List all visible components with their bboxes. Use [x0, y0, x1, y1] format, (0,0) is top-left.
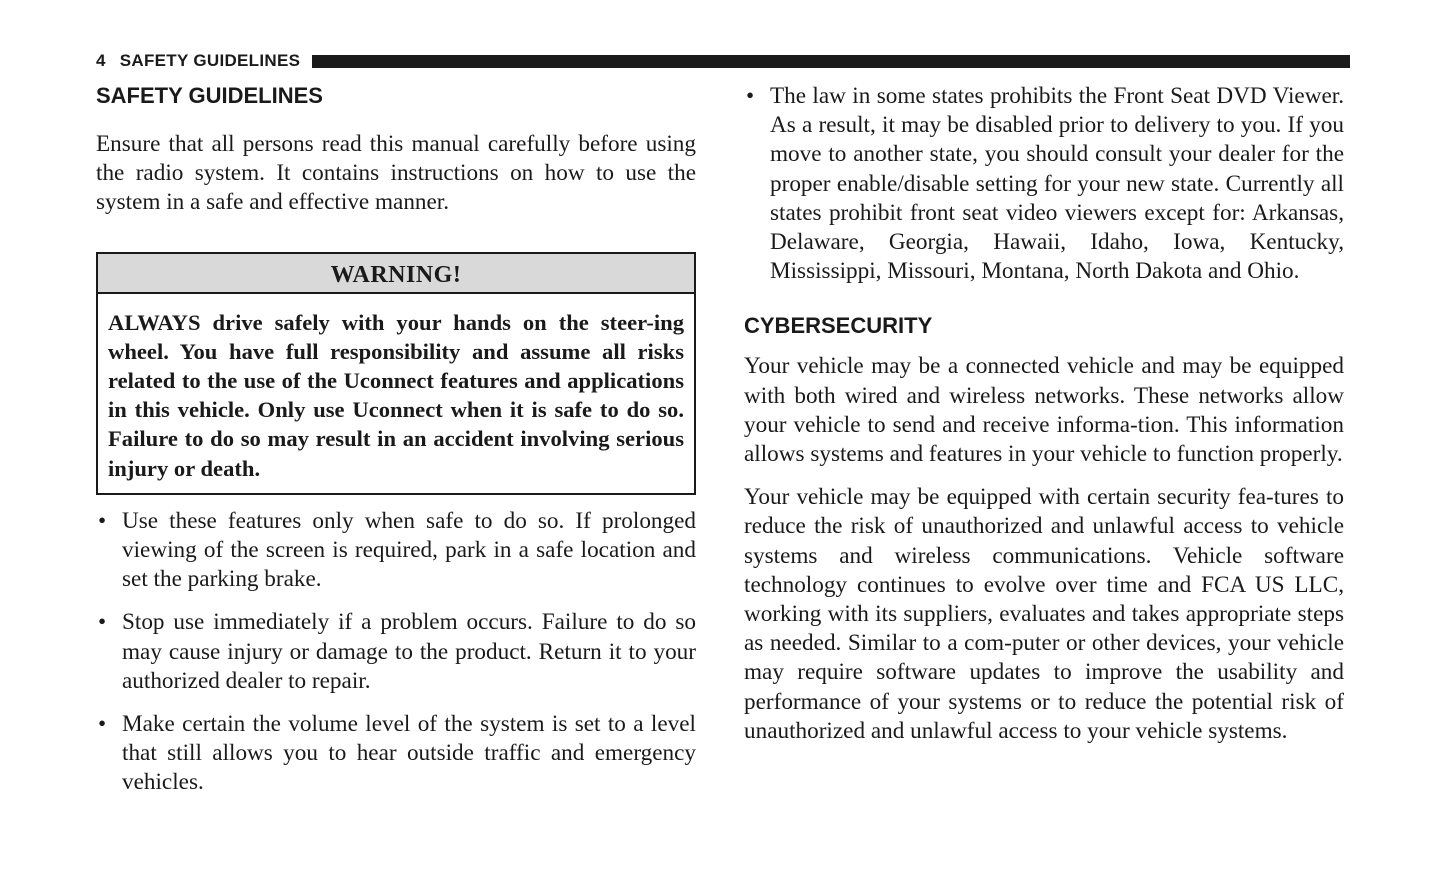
list-item-text: The law in some states prohibits the Front Seat DVD Viewer. As a result, it may be disabled prior to delivery to you. If you move to another state, you should consult your dealer for the proper enable/disable setting for your new state. Currently all states prohibit front seat video viewers except for: Arkansas, Delaware, Georgia, Hawaii, Idaho, Iowa, Kentucky, Mississippi, Missouri, Montana, North Dakota and Ohio. [770, 83, 1344, 285]
left-column [96, 82, 696, 812]
bullet-icon: • [746, 83, 755, 109]
cyber-paragraph-1: Your vehicle may be a connected vehicle and may be equipped with both wired and wireless networks. These networks allow your vehicle to send and receive informa-tion. This information allows systems and features in your vehicle to function properly. [744, 353, 1344, 468]
section-heading-cybersecurity: CYBERSECURITY [744, 313, 933, 339]
list-item-text: Use these features only when safe to do so. If prolonged viewing of the screen is required, park in a safe location and set the parking brake. [122, 507, 696, 593]
list-item-text: Make certain the volume level of the system is set to a level that still allows you to hear outside traffic and emergency vehicles. [122, 711, 696, 796]
bullet-icon: • [98, 507, 107, 534]
dvd-bullet-list [744, 82, 1344, 286]
safety-bullet-list [96, 507, 696, 798]
bullet-icon: • [98, 711, 107, 738]
list-item-text: Stop use immediately if a problem occurs. Failure to do so may cause injury or damage to the product. Return it to your authorized dealer to repair. [122, 609, 696, 694]
bullet-icon: • [98, 609, 107, 636]
cyber-paragraph-2: Your vehicle may be equipped with certain security fea-tures to reduce the risk of unauthorized and unlawful access to vehicle systems and wireless communications. Vehicle software technology continues to evolve over time and FCA US LLC, working with its suppliers, evaluates and takes appropriate steps as needed. Similar to a com-puter or other devices, your vehicle may require software updates to improve the usability and performance of your systems or to reduce the potential risk of unauthorized and unlawful access to your vehicle systems. [744, 484, 1344, 744]
section-heading-safety: SAFETY GUIDELINES [96, 83, 323, 108]
list-item [96, 608, 696, 696]
running-header-title: SAFETY GUIDELINES [119, 51, 301, 70]
header-rule [312, 55, 1350, 68]
list-item [744, 82, 1344, 286]
page-number: 4 [96, 51, 106, 70]
page-header [96, 50, 1350, 72]
warning-title: WARNING! [98, 254, 694, 294]
list-item [96, 507, 696, 595]
warning-text: ALWAYS drive safely with your hands on the steer-ing wheel. You have full responsibility and assume all risks related to the use of the Uconnect features and applications in this vehicle. Only use Uconnect when it is safe to do so. Failure to do so may result in an accident involving serious injury or death. [108, 309, 684, 481]
right-column [744, 82, 1344, 746]
list-item [96, 710, 696, 798]
warning-box [96, 252, 696, 495]
intro-paragraph: Ensure that all persons read this manual carefully before using the radio system. It contains instructions on how to use the system in a safe and effective manner. [96, 131, 696, 216]
